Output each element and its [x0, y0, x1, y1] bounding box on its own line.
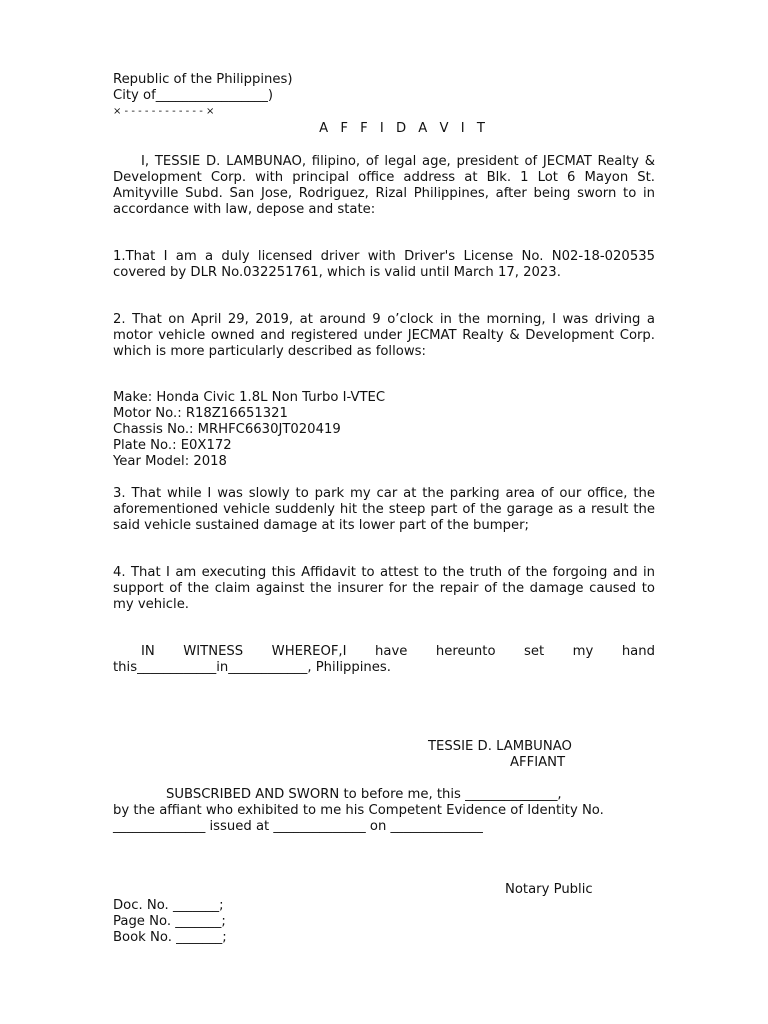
vehicle-details: [113, 390, 655, 470]
book-no: Book No. _______;: [113, 930, 227, 945]
affiant-label: AFFIANT: [510, 755, 566, 770]
witness-line-2: this____________in____________, Philippines.: [113, 660, 391, 675]
jurat: [113, 787, 655, 835]
vehicle-make: Make: Honda Civic 1.8L Non Turbo I-VTEC: [113, 390, 386, 405]
intro-paragraph: I, TESSIE D. LAMBUNAO, filipino, of legal age, president of JECMAT Realty & Development Corp. with principal office address at Blk. 1 Lot 6 Mayon St. Amityville Subd. San Jose, Rodriguez, Rizal Philippines, after being sworn to in accordance with law, depose and state:: [113, 154, 655, 217]
affiant-name: TESSIE D. LAMBUNAO: [428, 739, 572, 754]
paragraph-2: 2. That on April 29, 2019, at around 9 o’clock in the morning, I was driving a motor vehicle owned and registered under JECMAT Realty & Development Corp. which is more particularly described as follows:: [113, 312, 655, 359]
vehicle-plate-no: Plate No.: E0X172: [113, 438, 232, 453]
page-no: Page No. _______;: [113, 914, 226, 929]
notary-section: [113, 882, 655, 946]
vehicle-chassis-no: Chassis No.: MRHFC6630JT020419: [113, 422, 341, 437]
paragraph-4: 4. That I am executing this Affidavit to attest to the truth of the forgoing and in support of the claim against the insurer for the repair of the damage caused to my vehicle.: [113, 565, 655, 612]
republic-line: Republic of the Philippines): [113, 72, 293, 87]
document-title: A F F I D A V I T: [319, 121, 489, 136]
witness-line-1: IN WITNESS WHEREOF,I have hereunto set my hand: [141, 644, 655, 659]
witness-clause: [113, 644, 655, 676]
jurat-line-2: by the affiant who exhibited to me his Competent Evidence of Identity No.: [113, 803, 604, 818]
vehicle-year-model: Year Model: 2018: [113, 454, 227, 469]
paragraph-3: 3. That while I was slowly to park my car at the parking area of our office, the aforementioned vehicle suddenly hit the steep part of the garage as a result the said vehicle sustained damage at its lower part of the bumper;: [113, 486, 655, 533]
city-line: City of_________________): [113, 88, 273, 103]
doc-no: Doc. No. _______;: [113, 898, 224, 913]
paragraph-1: 1.That I am a duly licensed driver with Driver's License No. N02-18-020535 covered by DLR No.032251761, which is valid until March 17, 2023.: [113, 249, 655, 280]
jurat-line-3: ______________ issued at ______________ on ______________: [113, 819, 483, 834]
header-separator: × - - - - - - - - - - - - ×: [113, 106, 215, 117]
vehicle-motor-no: Motor No.: R18Z16651321: [113, 406, 288, 421]
affiant-signature: [113, 739, 655, 771]
jurat-line-1: SUBSCRIBED AND SWORN to before me, this ______________,: [166, 787, 562, 802]
notary-public-label: Notary Public: [505, 882, 593, 897]
